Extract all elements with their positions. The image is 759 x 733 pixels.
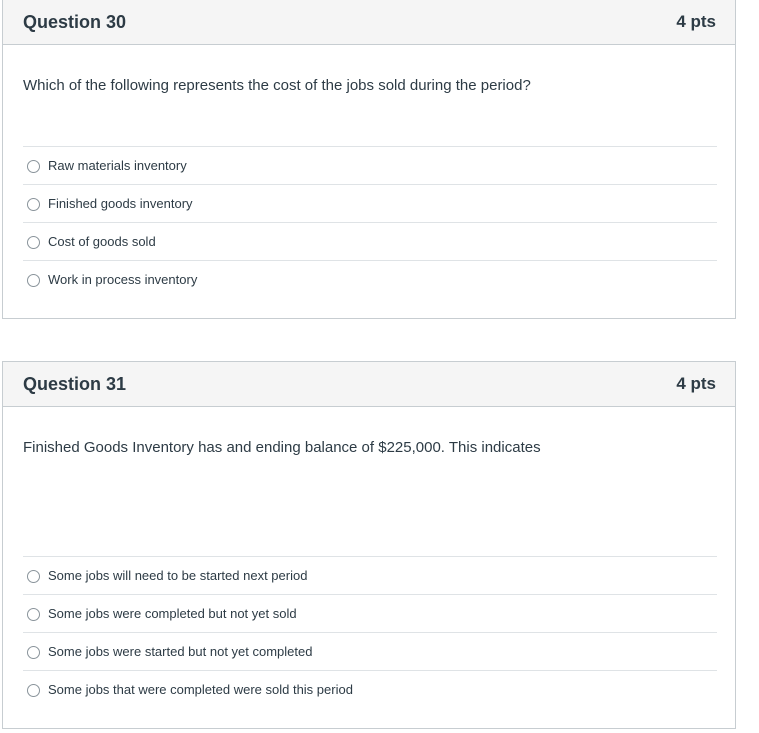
answer-label: Some jobs were started but not yet completed [48,644,313,659]
answer-option[interactable] [23,260,717,298]
radio-button[interactable] [27,274,40,287]
question-30-card [2,0,736,319]
question-31-card [2,361,736,729]
radio-button[interactable] [27,236,40,249]
question-points: 4 pts [676,374,716,393]
radio-button[interactable] [27,646,40,659]
answer-label: Finished goods inventory [48,196,193,211]
question-header [3,362,735,407]
radio-button[interactable] [27,198,40,211]
answer-label: Some jobs were completed but not yet sold [48,606,297,621]
answer-option[interactable] [23,222,717,260]
question-header [3,0,735,45]
answer-label: Some jobs will need to be started next period [48,568,308,583]
radio-button[interactable] [27,684,40,697]
answer-label: Work in process inventory [48,272,198,287]
answer-list [23,556,717,708]
radio-button[interactable] [27,160,40,173]
radio-button[interactable] [27,570,40,583]
question-text: Which of the following represents the cost of the jobs sold during the period? [23,77,531,94]
answer-option[interactable] [23,594,717,632]
answer-list [23,146,717,298]
question-points: 4 pts [676,12,716,31]
answer-option[interactable] [23,556,717,594]
radio-button[interactable] [27,608,40,621]
answer-label: Some jobs that were completed were sold this period [48,682,353,697]
answer-option[interactable] [23,146,717,184]
answer-option[interactable] [23,632,717,670]
answer-label: Raw materials inventory [48,158,187,173]
question-title: Question 31 [23,373,127,394]
answer-label: Cost of goods sold [48,234,156,249]
answer-option[interactable] [23,184,717,222]
question-text: Finished Goods Inventory has and ending balance of $225,000. This indicates [23,439,541,456]
answer-option[interactable] [23,670,717,708]
question-title: Question 30 [23,11,127,32]
